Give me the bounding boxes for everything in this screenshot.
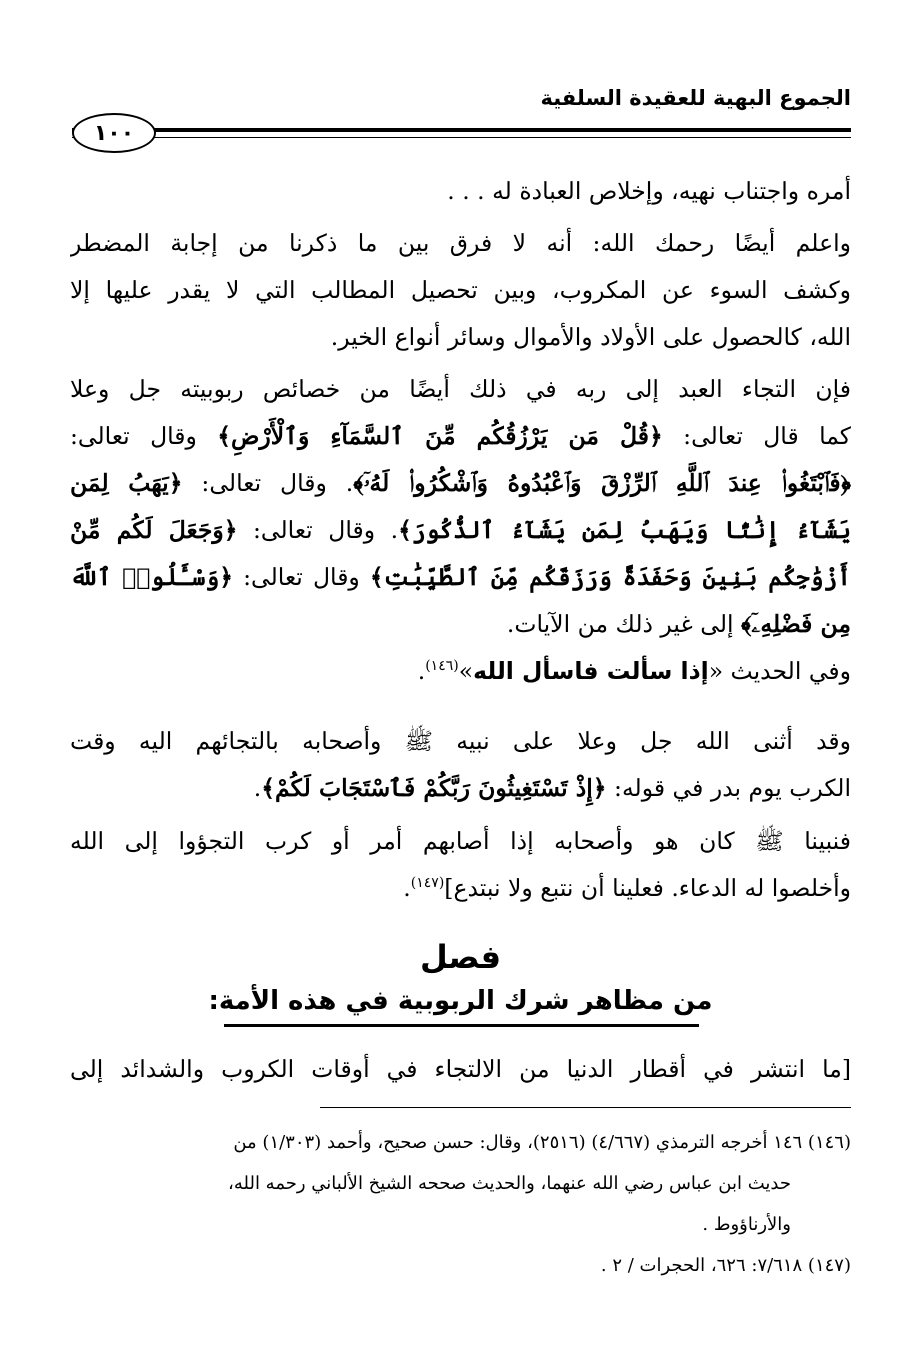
text-fragment: وأخلصوا له الدعاء. فعلينا أن نتبع ولا نبتدع] <box>444 874 851 902</box>
text-line <box>70 765 851 812</box>
paragraph-3 <box>70 718 851 812</box>
text-line: أمره واجتناب نهيه، وإخلاص العبادة له . . . <box>447 177 851 205</box>
footnote-separator <box>320 1107 851 1108</box>
text-line: واعلم أيضًا رحمك الله: أنه لا فرق بين ما ذكرنا من إجابة المضطر <box>70 229 851 257</box>
quran-verse: ﴿إِذْ تَسْتَغِيثُونَ رَبَّكُمْ فَٱسْتَجَابَ لَكُمْ﴾ <box>261 774 607 802</box>
text-fragment: الكرب يوم بدر في قوله: <box>606 774 851 802</box>
footnote-147: (١٤٧) ٧/٦١٨: ٦٢٦، الحجرات / ٢ . <box>600 1255 851 1276</box>
quran-verse: ﴿فَٱبْتَغُوا۟ عِندَ ٱللَّهِ ٱلرِّزْقَ وَٱعْبُدُوهُ وَٱشْكُرُوا۟ لَهُۥٓ﴾ <box>353 469 851 497</box>
footnote-146: (١٤٦) ١٤٦ أخرجه الترمذي (٤/٦٦٧) (٢٥١٦)، وقال: حسن صحيح، وأحمد (١/٣٠٣) من <box>233 1132 851 1153</box>
text-line <box>70 413 851 460</box>
paragraph-1 <box>70 220 851 361</box>
text-line <box>70 507 851 554</box>
paragraph-4 <box>70 818 851 912</box>
text-fragment: » <box>458 657 474 685</box>
text-fragment: . وقال تعالى: <box>182 469 354 497</box>
text-fragment: . <box>253 774 262 802</box>
quran-verse: ﴿قُلْ مَن يَرْزُقُكُم مِّنَ ٱلسَّمَآءِ وَٱلْأَرْضِ﴾ <box>217 422 663 450</box>
quran-verse: أَزْوَٰجِكُم بَنِينَ وَحَفَدَةً وَرَزَقَكُم مِّنَ ٱلطَّيِّبَٰتِ﴾ <box>369 563 851 591</box>
page-number: ١٠٠ <box>72 113 156 153</box>
quran-verse: ﴿وَسْـَٔلُوا۟ ٱللَّهَ <box>70 563 233 591</box>
text-line: فنبينا ﷺ كان هو وأصحابه إذا أصابهم أمر أو كرب التجؤوا إلى الله <box>70 827 851 855</box>
header-rule-thin <box>72 137 851 138</box>
section-subtitle: من مظاهر شرك الربوبية في هذه الأمة: <box>208 986 713 1016</box>
footnotes <box>70 1122 851 1286</box>
text-line <box>70 648 851 695</box>
text-fragment: وقال تعالى: <box>70 422 218 450</box>
header-rule-thick <box>72 128 851 132</box>
text-line: وقد أثنى الله جل وعلا على نبيه ﷺ وأصحابه بالتجائهم اليه وقت <box>70 727 851 755</box>
main-text <box>70 168 851 215</box>
section-text <box>70 1046 851 1093</box>
footnote-ref[interactable]: (١٤٦) <box>425 658 459 675</box>
text-line: [ما انتشر في أقطار الدنيا من الالتجاء في أوقات الكروب والشدائد إلى <box>70 1055 851 1083</box>
text-fragment: إلى غير ذلك من الآيات. <box>506 610 741 638</box>
text-line: فإن التجاء العبد إلى ربه في ذلك أيضًا من خصائص ربوبيته جل وعلا <box>70 375 851 403</box>
text-line <box>70 865 851 912</box>
text-line: وكشف السوء عن المكروب، وبين تحصيل المطالب التي لا يقدر عليها إلا <box>70 276 851 304</box>
text-line <box>70 460 851 507</box>
section-title: فصل <box>419 938 502 976</box>
text-line: الله، كالحصول على الأولاد والأموال وسائر أنواع الخير. <box>330 323 851 351</box>
text-fragment: وقال تعالى: <box>232 563 370 591</box>
subtitle-underline <box>224 1024 699 1027</box>
text-line <box>70 554 851 601</box>
quran-verse: يَشَآءُ إِنَٰثًا وَيَهَبُ لِمَن يَشَآءُ ٱلذُّكُورَ﴾ <box>398 516 851 544</box>
footnote-146-cont: والأرناؤوط . <box>702 1214 791 1235</box>
text-line <box>70 601 851 648</box>
footnote-146-cont: حديث ابن عباس رضي الله عنهما، والحديث صححه الشيخ الألباني رحمه الله، <box>228 1173 791 1194</box>
text-fragment: . <box>403 874 411 902</box>
text-fragment: وفي الحديث « <box>708 657 851 685</box>
quran-verse: ﴿وَجَعَلَ لَكُم مِّنْ <box>70 516 238 544</box>
footnote-ref[interactable]: (١٤٧) <box>410 875 445 892</box>
text-fragment: . وقال تعالى: <box>237 516 399 544</box>
quran-verse: ﴿يَهَبُ لِمَن <box>70 469 183 497</box>
text-fragment: كما قال تعالى: <box>662 422 851 450</box>
text-fragment: . <box>417 657 426 685</box>
running-title: الجموع البهية للعقيدة السلفية <box>540 86 851 110</box>
paragraph-2 <box>70 366 851 695</box>
hadith-text: إذا سألت فاسأل الله <box>473 657 709 685</box>
quran-verse: مِن فَضْلِهِۦٓ﴾ <box>741 610 851 638</box>
